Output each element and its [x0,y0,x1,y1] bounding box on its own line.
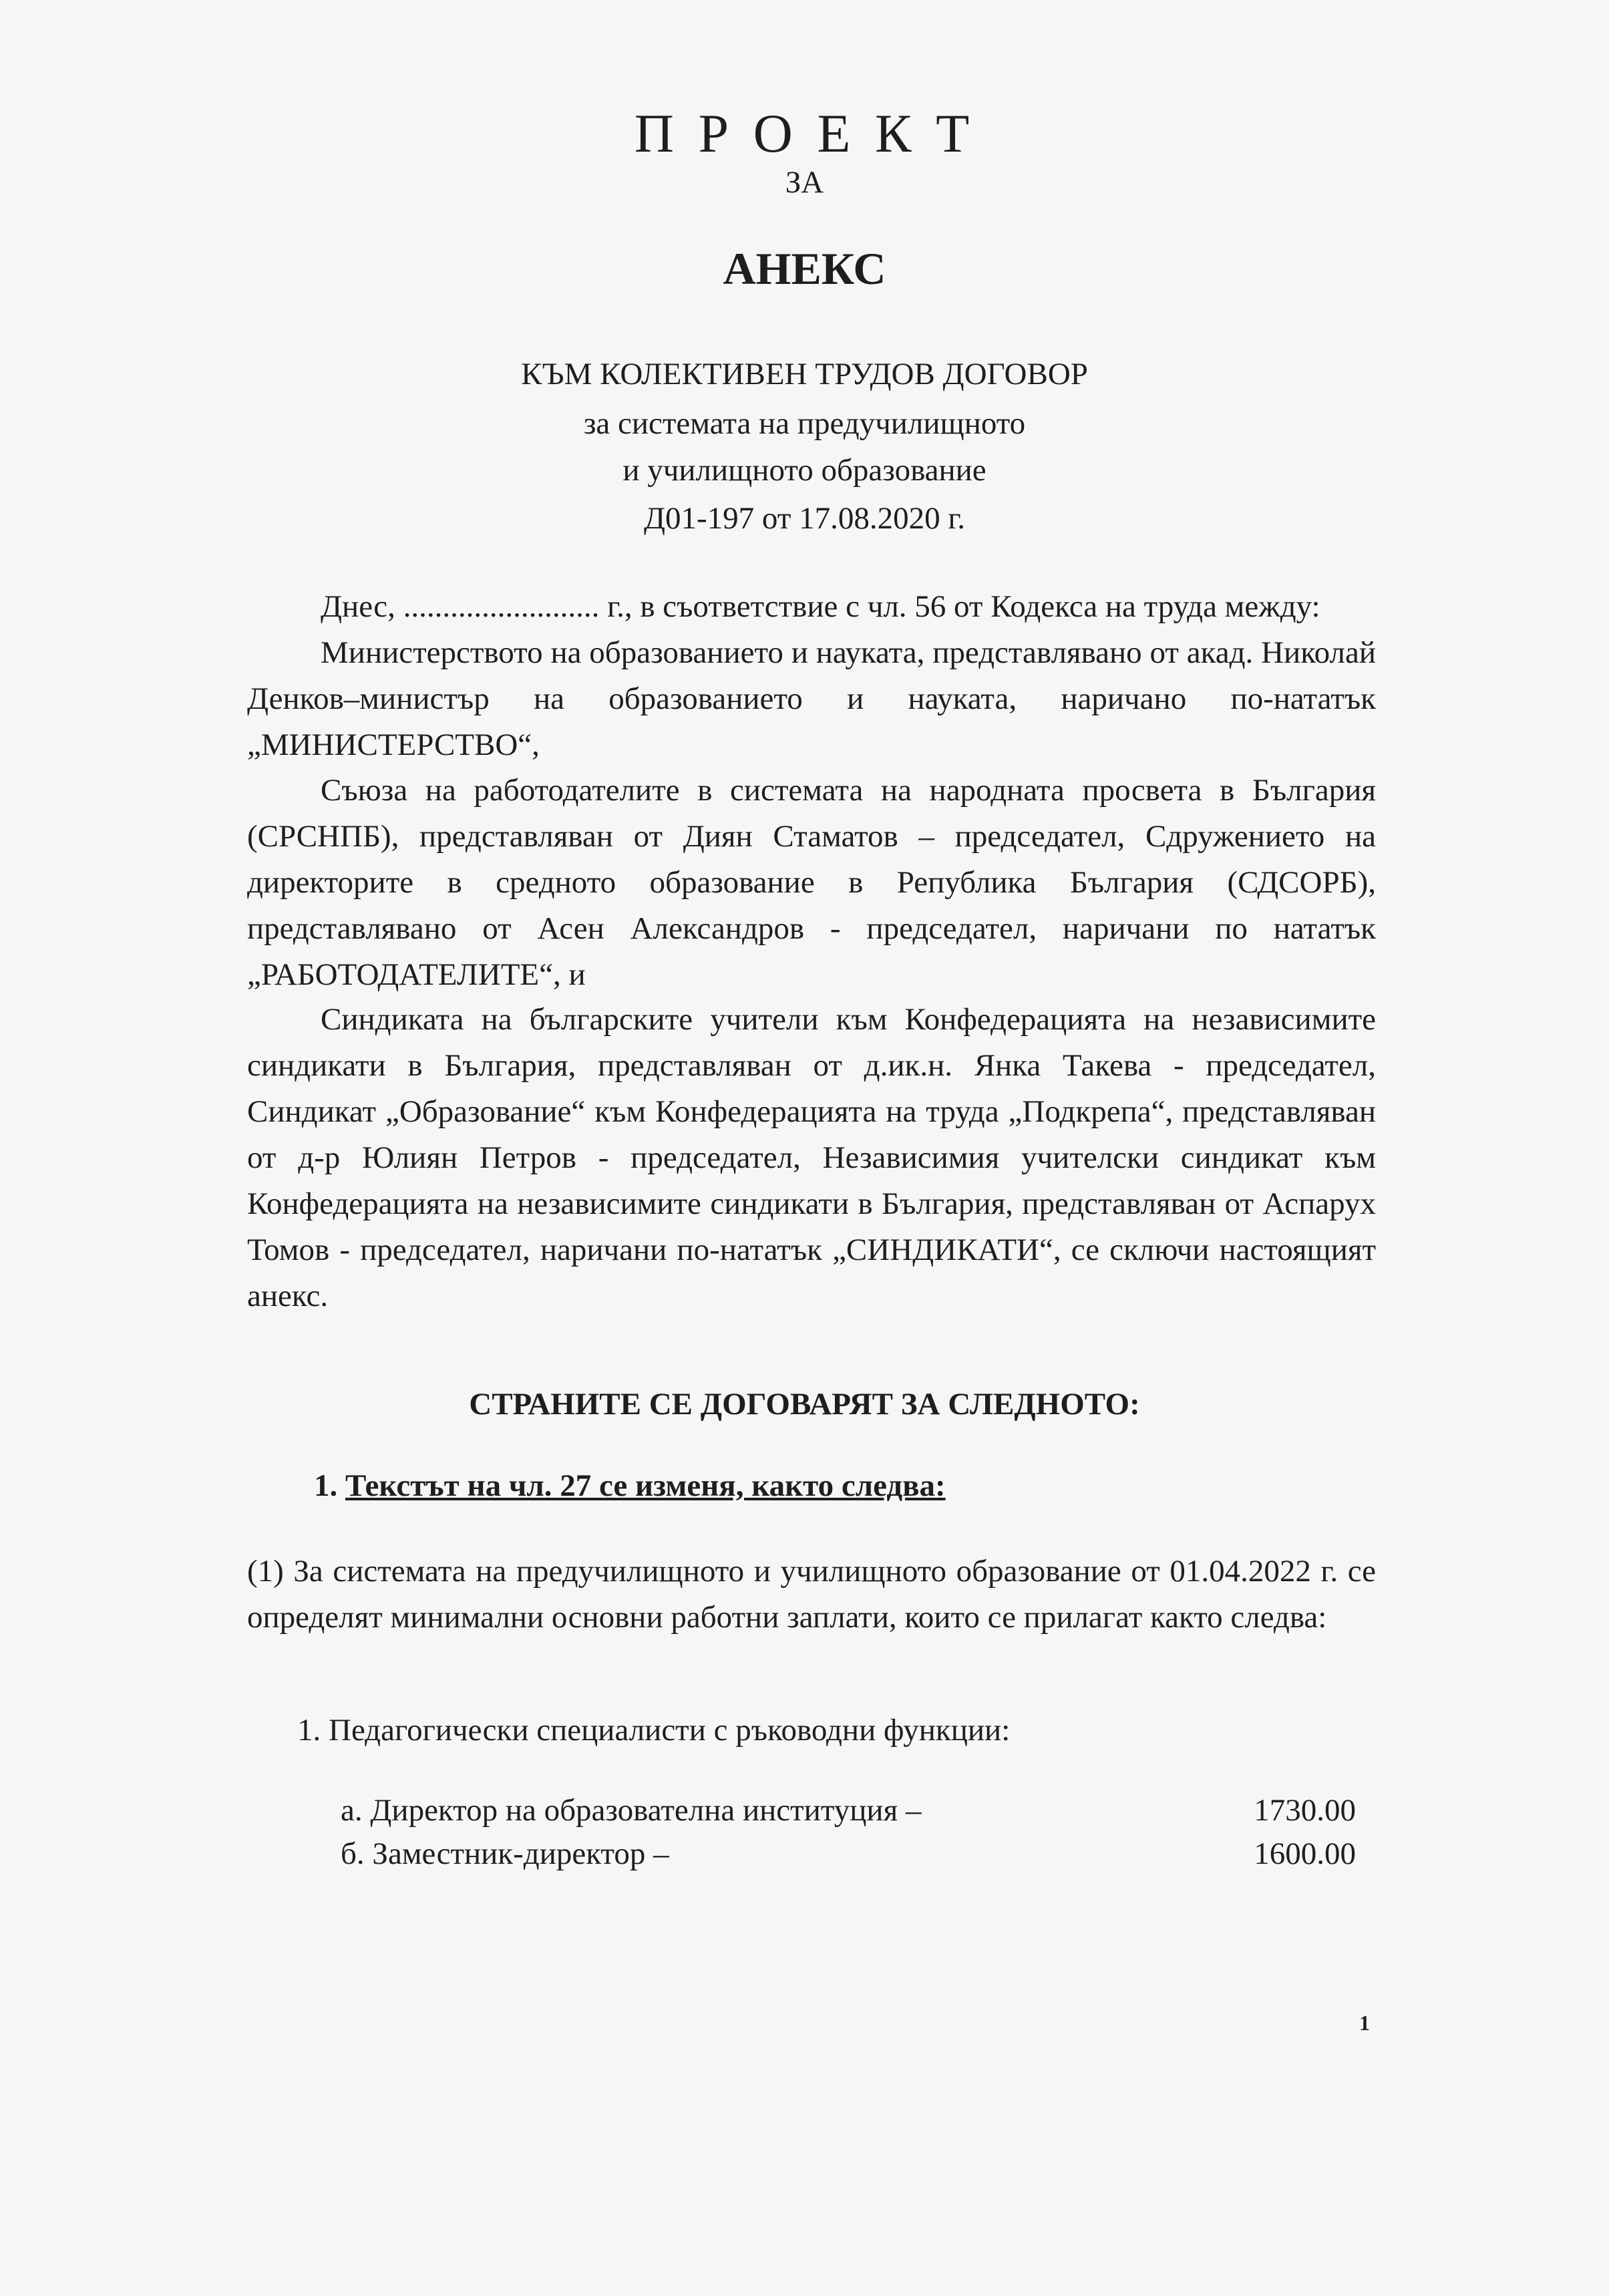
contract-subtitle-2: и училищното образование [622,453,987,488]
list-item-1: 1. Педагогически специалисти с ръководни функции: [297,1713,1011,1748]
agreement-heading: СТРАНИТЕ СЕ ДОГОВАРЯТ ЗА СЛЕДНОТО: [469,1387,1140,1422]
project-label: П Р О Е К Т [634,103,975,164]
paragraph-ministry: Министерството на образованието и науката, представлявано от акад. Николай Денков–министър на образованието и науката, наричано по-нататък „МИНИСТЕРСТВО“, [247,635,1376,762]
salary-value: 1600.00 [1254,1836,1356,1871]
page-number: 1 [1359,2011,1370,2035]
salary-label: а. Директор на образователна институция – [341,1793,922,1828]
paragraph-unions: Синдиката на българските учители към Конфедерацията на независимите синдикати в България, представляван от д.ик.н. Янка Такева - председател, Синдикат „Образование“ към Конфедерацията на труда „Подкрепа“, представляван от д-р Юлиян Петров - председател, Независимия учителски синдикат към Конфедерацията на независимите синдикати в България, представляван от Аспарух Томов - председател, наричани по-нататък „СИНДИКАТИ“, се сключи настоящият анекс. [247,1002,1376,1313]
contract-title: КЪМ КОЛЕКТИВЕН ТРУДОВ ДОГОВОР [521,357,1088,391]
section-1-number: 1. [314,1468,338,1503]
salary-row [341,1834,1356,1874]
salary-label: б. Заместник-директор – [341,1836,669,1871]
paragraph-date: Днес, ......................... г., в съответствие с чл. 56 от Кодекса на труда между: [321,589,1320,624]
section-1-title: Текстът на чл. 27 се изменя, както следва: [345,1468,946,1503]
salary-value: 1730.00 [1254,1793,1356,1828]
clause-1: (1) За системата на предучилищното и училищното образование от 01.04.2022 г. се определят минимални основни работни заплати, които се прилагат както следва: [247,1554,1376,1635]
annex-title: АНЕКС [723,243,886,294]
section-1-heading [314,1466,946,1506]
contract-ref: Д01-197 от 17.08.2020 г. [643,501,966,536]
salary-row [341,1790,1356,1830]
contract-subtitle-1: за системата на предучилищното [583,406,1026,441]
for-label: ЗА [785,165,824,200]
paragraph-employers: Съюза на работодателите в системата на народната просвета в България (СРСНПБ), представляван от Диян Стаматов – председател, Сдружението на директорите в средното образование в Република България (СДСОРБ), представлявано от Асен Александров - председател, наричани по нататък „РАБОТОДАТЕЛИТЕ“, и [247,773,1376,992]
